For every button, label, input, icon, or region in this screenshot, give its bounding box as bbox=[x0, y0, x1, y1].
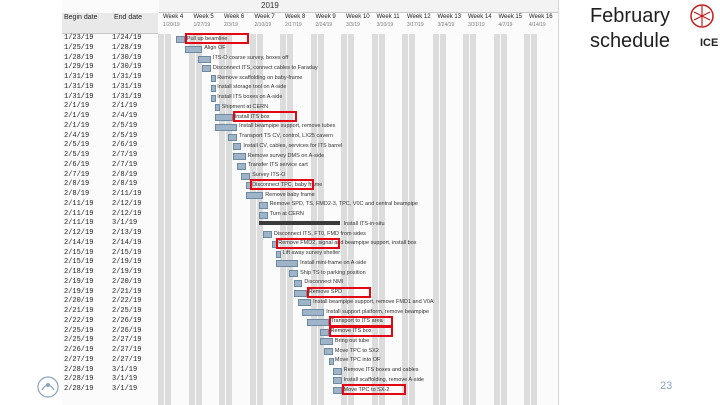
task-name: Disconnect ITS, FT0, FMD from sides bbox=[273, 230, 366, 237]
end-date-cell: 1/28/19 bbox=[112, 43, 142, 52]
end-date-cell: 2/20/19 bbox=[112, 277, 142, 286]
week-label: Week 15 bbox=[498, 14, 523, 20]
task-name: Install scaffolding, remove A-side bbox=[343, 376, 424, 383]
begin-date-cell: 2/5/19 bbox=[64, 151, 90, 159]
task-name: Install beampipe support, remove tubes bbox=[239, 123, 336, 130]
task-bar[interactable] bbox=[259, 212, 268, 219]
task-bar[interactable] bbox=[276, 260, 298, 267]
task-name: Disconnect ITS, connect cables to Faraday bbox=[212, 64, 318, 71]
task-name: Remove survey DMS on A-side bbox=[247, 152, 325, 159]
week-label: Week 7 bbox=[254, 14, 275, 20]
highlight-box bbox=[276, 238, 340, 249]
week-label: Week 4 bbox=[163, 14, 184, 20]
week-label: Week 9 bbox=[315, 14, 336, 20]
end-date-cell: 2/4/19 bbox=[112, 112, 138, 120]
task-bar[interactable] bbox=[263, 231, 272, 238]
begin-date-cell: 2/11/19 bbox=[64, 209, 94, 218]
task-bar[interactable] bbox=[259, 221, 340, 225]
begin-date-cell: 2/25/19 bbox=[64, 336, 94, 345]
logo-text: ICE bbox=[700, 37, 719, 48]
task-bar[interactable] bbox=[228, 134, 237, 141]
task-bar[interactable] bbox=[302, 309, 324, 316]
end-date-cell: 2/12/19 bbox=[112, 209, 142, 218]
experiment-logo bbox=[680, 2, 720, 48]
highlight-box bbox=[342, 384, 406, 395]
weekend-stripe bbox=[433, 34, 439, 405]
begin-date-cell: 2/12/19 bbox=[64, 229, 94, 237]
week-label: Week 16 bbox=[529, 14, 553, 20]
begin-date-cell: 2/8/19 bbox=[64, 190, 90, 198]
begin-date-cell: 2/28/19 bbox=[64, 375, 94, 384]
task-bar[interactable] bbox=[246, 192, 263, 199]
task-name: Transport TS CV, control, LX25 cavern bbox=[239, 133, 334, 139]
task-bar[interactable] bbox=[211, 75, 216, 82]
task-bar[interactable] bbox=[329, 358, 334, 365]
task-bar[interactable] bbox=[237, 163, 246, 170]
task-bar[interactable] bbox=[211, 95, 216, 102]
begin-date-cell: 1/28/19 bbox=[64, 53, 94, 62]
week-date: 2/3/19 bbox=[224, 22, 238, 28]
task-name: Remove ITS box bbox=[330, 328, 372, 334]
week-date: 2/17/19 bbox=[285, 22, 302, 28]
task-bar[interactable] bbox=[215, 114, 232, 121]
end-date-cell: 3/1/19 bbox=[112, 385, 138, 393]
institute-logo bbox=[37, 376, 59, 398]
weekend-stripe bbox=[196, 34, 202, 405]
task-bar[interactable] bbox=[185, 46, 202, 53]
week-label: Week 5 bbox=[193, 14, 214, 20]
end-date-cell: 1/30/19 bbox=[112, 63, 142, 72]
task-bar[interactable] bbox=[320, 329, 329, 336]
end-date-cell: 2/8/19 bbox=[112, 180, 138, 189]
begin-date-cell: 1/31/19 bbox=[64, 92, 94, 101]
task-bar[interactable] bbox=[320, 338, 333, 345]
task-bar[interactable] bbox=[233, 143, 242, 150]
end-date-cell: 2/5/19 bbox=[112, 121, 138, 130]
end-date-cell: 2/22/19 bbox=[112, 297, 142, 306]
begin-date-cell: 2/22/19 bbox=[64, 316, 94, 325]
weekend-stripe bbox=[494, 34, 500, 405]
task-name: Remove FMD2, signal and beampipe support, install box bbox=[278, 240, 417, 247]
end-date-cell: 2/12/19 bbox=[112, 199, 142, 208]
begin-date-cell: 1/29/19 bbox=[64, 63, 94, 72]
gantt-sheet bbox=[62, 0, 559, 405]
task-bar[interactable] bbox=[233, 153, 246, 160]
year-label: 2019 bbox=[261, 1, 279, 10]
end-date-cell: 2/27/19 bbox=[112, 355, 142, 364]
end-date-cell: 1/24/19 bbox=[112, 34, 142, 42]
end-date-cell: 2/19/19 bbox=[112, 258, 142, 267]
weekend-stripe bbox=[158, 34, 164, 405]
end-date-cell: 3/1/19 bbox=[112, 375, 138, 384]
task-name: Remove SPD, TS, FMD2-3, TPC, V0C and central beampipe bbox=[269, 201, 418, 208]
end-date-cell: 1/31/19 bbox=[112, 82, 142, 91]
task-name: Ship TS to parking position bbox=[300, 269, 366, 276]
task-name: Turn at CERN bbox=[269, 211, 304, 217]
begin-date-cell: 2/5/19 bbox=[64, 141, 90, 150]
week-date: 3/10/19 bbox=[376, 22, 394, 28]
end-date-cell: 2/19/19 bbox=[112, 268, 142, 276]
task-name: Move TPC into OF bbox=[334, 357, 381, 364]
task-name: Move TPC to SX2 bbox=[334, 347, 379, 354]
task-bar[interactable] bbox=[215, 124, 237, 131]
begin-date-cell: 2/26/19 bbox=[64, 346, 94, 354]
begin-date-cell: 2/27/19 bbox=[64, 355, 94, 364]
highlight-box bbox=[233, 111, 297, 122]
week-label: Week 12 bbox=[407, 14, 431, 20]
end-date-cell: 2/26/19 bbox=[112, 316, 142, 325]
begin-date-cell: 2/20/19 bbox=[64, 297, 94, 306]
year-header bbox=[159, 0, 559, 13]
task-name: Remove ITS boxes and cables bbox=[343, 367, 419, 373]
task-name: Install ITS box bbox=[234, 113, 270, 120]
begin-date-cell: 2/11/19 bbox=[64, 199, 94, 208]
highlight-box bbox=[250, 179, 314, 190]
end-date-cell: 2/5/19 bbox=[112, 131, 138, 140]
end-date-cell: 2/21/19 bbox=[112, 287, 142, 296]
task-bar[interactable] bbox=[241, 173, 250, 180]
begin-date-cell: 2/8/19 bbox=[64, 180, 90, 189]
begin-date-cell: 2/4/19 bbox=[64, 131, 90, 140]
end-date-header: End date bbox=[114, 14, 143, 21]
weekend-stripe bbox=[311, 34, 317, 405]
begin-date-cell: 2/21/19 bbox=[64, 307, 94, 315]
begin-date-cell: 2/15/19 bbox=[64, 248, 94, 257]
begin-date-cell: 2/19/19 bbox=[64, 287, 94, 296]
begin-date-cell: 2/6/19 bbox=[64, 160, 90, 169]
weekend-stripe bbox=[470, 34, 476, 405]
task-bar[interactable] bbox=[294, 290, 307, 297]
week-label: Week 6 bbox=[224, 14, 245, 20]
week-date: 2/24/19 bbox=[315, 22, 333, 28]
task-bar[interactable] bbox=[211, 85, 216, 92]
begin-date-cell: 1/23/19 bbox=[64, 34, 94, 42]
task-bar[interactable] bbox=[307, 319, 329, 326]
task-bar[interactable] bbox=[333, 368, 342, 375]
end-date-cell: 2/27/19 bbox=[112, 346, 142, 354]
slide-title: February schedule bbox=[589, 5, 670, 52]
begin-date-cell: 1/25/19 bbox=[64, 43, 94, 52]
page-number: 23 bbox=[660, 380, 673, 392]
end-date-cell: 2/7/19 bbox=[112, 160, 138, 169]
weekend-stripe bbox=[165, 34, 171, 405]
week-date: 2/10/19 bbox=[254, 22, 272, 28]
week-date: 1/27/19 bbox=[193, 22, 211, 28]
task-bar[interactable] bbox=[276, 251, 281, 258]
task-bar[interactable] bbox=[333, 387, 342, 394]
week-label: Week 8 bbox=[285, 14, 306, 20]
task-name: Disconnect TPC, baby frame bbox=[252, 181, 323, 188]
week-date: 3/17/19 bbox=[407, 22, 424, 28]
end-date-cell: 2/6/19 bbox=[112, 141, 138, 150]
task-bar[interactable] bbox=[215, 104, 220, 111]
week-label: Week 11 bbox=[376, 14, 400, 20]
weekend-stripe bbox=[501, 34, 507, 405]
highlight-box bbox=[329, 326, 393, 337]
begin-date-cell: 2/15/19 bbox=[64, 258, 94, 267]
weekend-stripe bbox=[463, 34, 469, 405]
task-name: Lift away survey shelter bbox=[282, 250, 341, 256]
task-name: Disconnect NMI bbox=[304, 279, 344, 286]
highlight-box bbox=[185, 33, 249, 44]
task-name: Install CV, cables, services for ITS barrel bbox=[243, 142, 343, 149]
task-name: Remove SPD bbox=[308, 289, 343, 295]
task-name: Install storage tool on A-side bbox=[217, 84, 287, 91]
weekend-stripe bbox=[189, 34, 195, 405]
begin-date-cell: 2/19/19 bbox=[64, 277, 94, 286]
task-bar[interactable] bbox=[176, 36, 185, 43]
begin-date-header: Begin date bbox=[64, 14, 98, 21]
weekend-stripe bbox=[287, 34, 293, 405]
end-date-cell: 2/8/19 bbox=[112, 170, 138, 179]
task-bar[interactable] bbox=[294, 280, 303, 287]
begin-date-cell: 2/14/19 bbox=[64, 238, 94, 247]
end-date-cell: 1/30/19 bbox=[112, 53, 142, 62]
end-date-cell: 2/27/19 bbox=[112, 336, 142, 345]
task-name: Bring out tube bbox=[334, 337, 370, 344]
end-date-cell: 2/11/19 bbox=[112, 190, 142, 198]
task-name: Install ITS-in-situ bbox=[343, 220, 385, 227]
end-date-cell: 2/15/19 bbox=[112, 248, 142, 257]
end-date-cell: 2/7/19 bbox=[112, 151, 138, 159]
task-bar[interactable] bbox=[202, 65, 211, 72]
task-bar[interactable] bbox=[324, 348, 333, 355]
begin-date-cell: 2/11/19 bbox=[64, 219, 94, 228]
task-name: Install beampipe support, remove FMD1 and V0A bbox=[313, 298, 434, 305]
weekend-stripe bbox=[531, 34, 537, 405]
end-date-cell: 2/25/19 bbox=[112, 307, 142, 315]
week-date: 1/20/19 bbox=[163, 22, 180, 28]
week-date: 4/7/19 bbox=[498, 22, 513, 28]
week-label: Week 10 bbox=[346, 14, 370, 20]
highlight-box bbox=[307, 287, 371, 298]
week-date: 4/14/19 bbox=[529, 22, 546, 28]
task-name: Survey ITS-O bbox=[252, 172, 286, 178]
task-name: Install mini-frame on A-side bbox=[300, 259, 367, 266]
end-date-cell: 2/26/19 bbox=[112, 326, 142, 335]
task-name: Transfer ITS service cart bbox=[247, 162, 308, 169]
week-label: Week 14 bbox=[468, 14, 492, 20]
week-date: 3/3/19 bbox=[346, 22, 360, 28]
task-name: Shipment at CERN bbox=[221, 103, 269, 110]
week-date: 3/31/19 bbox=[468, 22, 485, 28]
end-date-cell: 2/14/19 bbox=[112, 238, 142, 247]
begin-date-cell: 2/1/19 bbox=[64, 121, 90, 130]
begin-date-cell: 2/28/19 bbox=[64, 365, 94, 374]
begin-date-cell: 2/1/19 bbox=[64, 102, 90, 111]
task-bar[interactable] bbox=[259, 202, 268, 209]
task-bar[interactable] bbox=[333, 377, 342, 384]
task-name: Pull up beamline bbox=[186, 35, 228, 42]
task-name: Remove scaffolding on baby-frame bbox=[217, 74, 303, 81]
task-name: Move TPC to SX-2 bbox=[343, 386, 390, 393]
end-date-cell: 1/31/19 bbox=[112, 73, 142, 81]
task-name: Install support platform, remove beampipe bbox=[326, 308, 429, 315]
task-name: Remove baby frame bbox=[265, 191, 315, 198]
begin-date-cell: 1/31/19 bbox=[64, 73, 94, 81]
task-name: Install ITS boxes on A-side bbox=[217, 94, 283, 100]
week-label: Week 13 bbox=[437, 14, 462, 20]
weekend-stripe bbox=[440, 34, 446, 405]
task-bar[interactable] bbox=[198, 56, 211, 63]
task-bar[interactable] bbox=[298, 299, 311, 306]
weekend-stripe bbox=[402, 34, 408, 405]
weekend-stripe bbox=[409, 34, 415, 405]
weekend-stripe bbox=[524, 34, 530, 405]
task-name: Align OF bbox=[204, 45, 226, 52]
week-date: 3/24/19 bbox=[437, 22, 455, 28]
begin-date-cell: 1/31/19 bbox=[64, 82, 94, 91]
begin-date-cell: 2/7/19 bbox=[64, 170, 90, 179]
end-date-cell: 3/1/19 bbox=[112, 219, 138, 228]
task-bar[interactable] bbox=[289, 270, 298, 277]
task-name: Transport to ITS area bbox=[330, 318, 383, 325]
begin-date-cell: 2/18/19 bbox=[64, 268, 94, 276]
table-header bbox=[62, 13, 158, 34]
end-date-cell: 2/13/19 bbox=[112, 229, 142, 237]
end-date-cell: 1/31/19 bbox=[112, 92, 142, 101]
begin-date-cell: 2/25/19 bbox=[64, 326, 94, 335]
begin-date-cell: 2/28/19 bbox=[64, 385, 94, 393]
task-name: ITS-O coarse survey, boxes off bbox=[212, 55, 289, 61]
end-date-cell: 3/1/19 bbox=[112, 365, 138, 374]
end-date-cell: 2/1/19 bbox=[112, 102, 138, 111]
weekend-stripe bbox=[318, 34, 324, 405]
begin-date-cell: 2/1/19 bbox=[64, 112, 90, 120]
